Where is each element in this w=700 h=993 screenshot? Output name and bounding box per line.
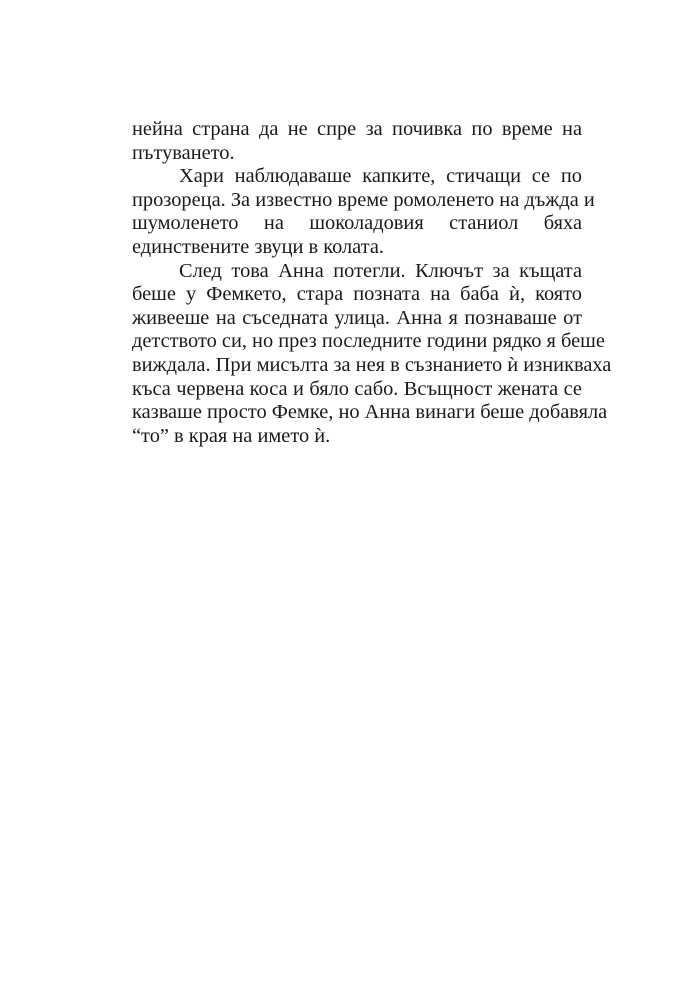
text-line: единствените звуци в колата. (132, 235, 385, 258)
text-line: Хари наблюдаваше капките, стичащи се по (179, 165, 582, 188)
text-line: живееше на съседната улица. Анна я познаваше от (132, 306, 582, 329)
text-line: къса червена коса и бяло сабо. Всъщност жената се (132, 377, 582, 400)
text-line: беше у Фемкето, стара позната на баба ѝ, която (132, 283, 582, 306)
text-line: нейна страна да не спре за почивка по време на (132, 118, 582, 140)
text-line: пътуването. (132, 141, 235, 164)
paragraph-3 (132, 259, 612, 449)
text-line: “то” в края на името ѝ. (132, 424, 331, 447)
paragraph-1 (132, 118, 582, 165)
text-line: шумоленето на шоколадовия станиол бяха (132, 212, 582, 235)
text-line: виждала. При мисълта за нея в съзнанието ѝ изникваха (132, 353, 612, 376)
paragraph-2 (132, 165, 595, 259)
text-line: казваше просто Фемке, но Анна винаги беше добавяла (132, 401, 608, 424)
text-line: След това Анна потегли. Ключът за къщата (179, 259, 582, 282)
text-line: детството си, но през последните години рядко я беше (132, 330, 605, 353)
text-line: прозореца. За известно време ромоленето на дъжда и (132, 188, 595, 211)
body-text (132, 118, 612, 448)
